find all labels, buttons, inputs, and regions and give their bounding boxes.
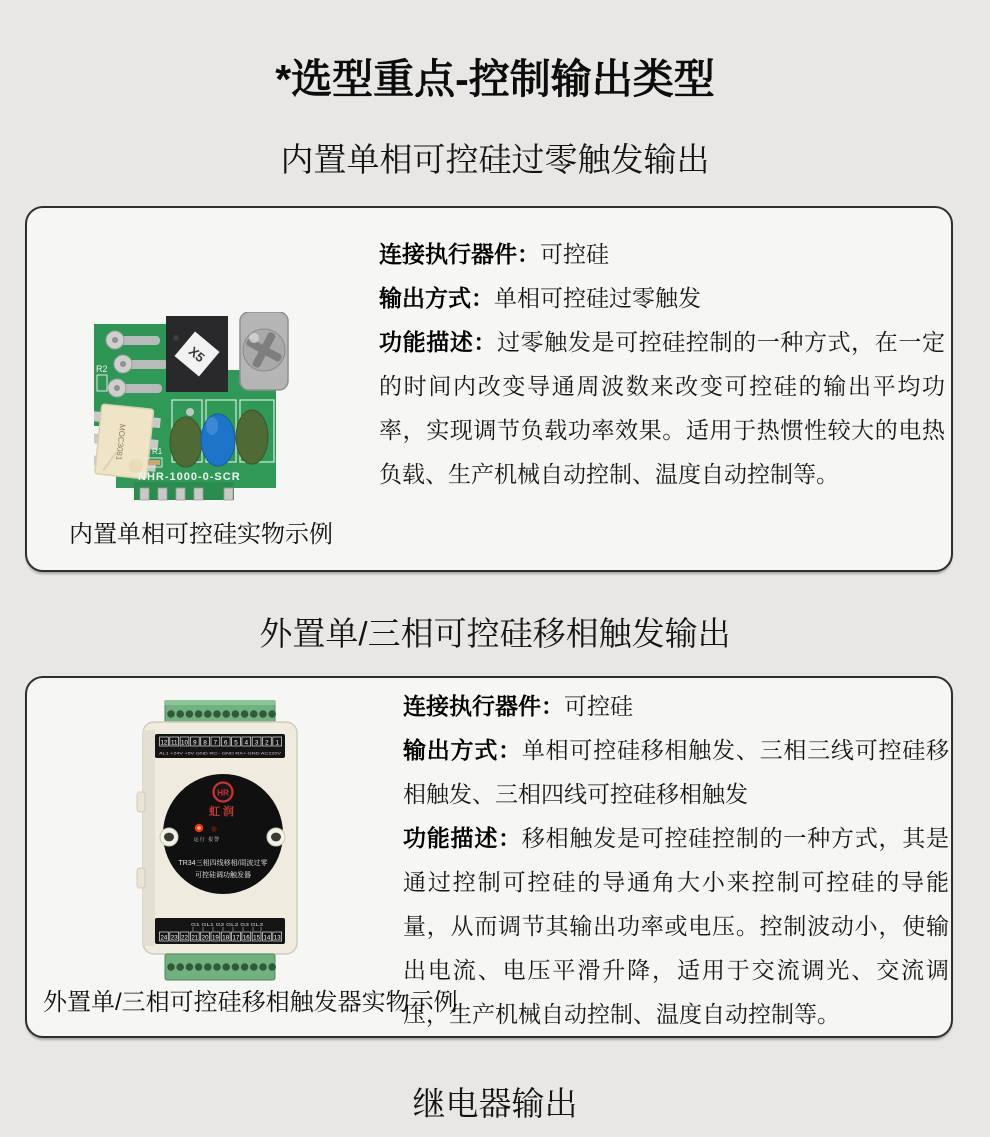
field-label: 输出方式： [403,737,522,763]
card-external-scr [25,676,953,1038]
svg-text:18: 18 [222,934,230,942]
heatsink-screw [240,312,288,390]
svg-text:4: 4 [244,739,249,747]
field-label: 功能描述： [403,825,522,851]
top-terminal-labels: AL1 +24V +5V GND RC~ GND RX+ GND AC220V [159,751,282,756]
section-heading-relay-output: 继电器输出 [412,1085,578,1122]
svg-text:11: 11 [170,739,178,747]
svg-text:7: 7 [213,739,218,747]
svg-text:9: 9 [193,739,197,747]
panel-model-line2: 可控硅调功触发器 [195,872,251,879]
field-label: 功能描述： [379,329,498,355]
svg-text:HR: HR [217,788,229,798]
brand-name: 虹润 [209,806,237,818]
field-output-mode [379,276,945,320]
svg-text:20: 20 [201,934,209,942]
svg-text:14: 14 [263,934,271,942]
field-value: 单相可控硅移相触发、三相三线可控硅移相触发、三相四线可控硅移相触发 [403,737,950,807]
svg-text:19: 19 [211,934,219,942]
svg-text:13: 13 [273,934,281,942]
field-actuator [403,684,949,728]
field-value: 移相触发是可控硅控制的一种方式，其是通过控制可控硅的导通角大小来控制可控硅的导能量，从而调节其输出功率或电压。控制波动小，使输出电流、电压平滑升降，适用于交流调光、交流调压，生产机械自动控制、温度自动控制等。 [403,825,950,1027]
bottom-terminal-block [165,954,276,980]
field-value: 可控硅 [564,693,633,719]
front-panel [163,774,283,894]
svg-text:16: 16 [242,934,250,942]
svg-text:15: 15 [253,934,261,942]
svg-text:10: 10 [181,739,188,747]
triac-component [166,316,228,392]
field-value: 单相可控硅过零触发 [494,285,701,311]
bottom-output-labels: G1 GL1 G2 GL2 G3 GL3 [191,922,265,927]
svg-text:17: 17 [232,934,240,942]
svg-text:24: 24 [160,934,168,942]
top-terminal-strip [155,734,285,758]
field-function-desc [403,816,949,1036]
field-label: 连接执行器件： [379,241,540,267]
component-marking: X5 [185,343,208,366]
bottom-terminal-strip [155,918,285,944]
solder-pads [106,331,168,397]
svg-text:1: 1 [275,739,279,747]
field-output-mode [403,728,949,816]
svg-text:12: 12 [160,739,168,747]
field-value: 可控硅 [540,241,609,267]
svg-text:2: 2 [265,739,269,747]
optocoupler-chip [94,403,162,480]
svg-text:23: 23 [170,934,178,942]
section-heading-internal-scr: 内置单相可控硅过零触发输出 [280,141,710,178]
field-value: 过零触发是可控硅控制的一种方式，在一定的时间内改变导通周波数来改变可控硅的输出平均功率，实现调节负载功率效果。适用于热惯性较大的电热负载、生产机械自动控制、温度自动控制等。 [379,329,946,487]
pcb-label-r1: R1 [152,447,163,456]
photo-caption: 外置单/三相可控硅移相触发器实物示例 [43,989,458,1016]
chip-marking: MOC3081 [114,423,127,461]
svg-text:21: 21 [191,934,199,942]
card-internal-scr [25,206,953,572]
led-labels: 运行 报警 [193,837,221,843]
pcb-silkscreen-text: NHR-1000-0-SCR [138,471,241,483]
brand-logo-icon [214,783,233,802]
section-heading-external-scr: 外置单/三相可控硅移相触发输出 [259,615,731,652]
card-text-block [379,232,945,496]
field-actuator [379,232,945,276]
trigger-module-photo-illustration [135,700,305,982]
svg-text:3: 3 [254,739,259,747]
pcb-photo-illustration [94,312,289,502]
field-label: 连接执行器件： [403,693,564,719]
svg-text:6: 6 [223,739,228,747]
svg-text:22: 22 [181,934,188,942]
field-label: 输出方式： [379,285,494,311]
card-text-block [403,684,949,1036]
svg-text:5: 5 [234,739,238,747]
svg-text:8: 8 [203,739,207,747]
panel-model-line1: TR34三相四线移相/周波过零 [178,860,268,867]
page-title: *选型重点-控制输出类型 [275,56,715,102]
photo-caption: 内置单相可控硅实物示例 [69,521,333,548]
pcb-label-r2: R2 [96,364,108,374]
field-function-desc [379,320,945,496]
